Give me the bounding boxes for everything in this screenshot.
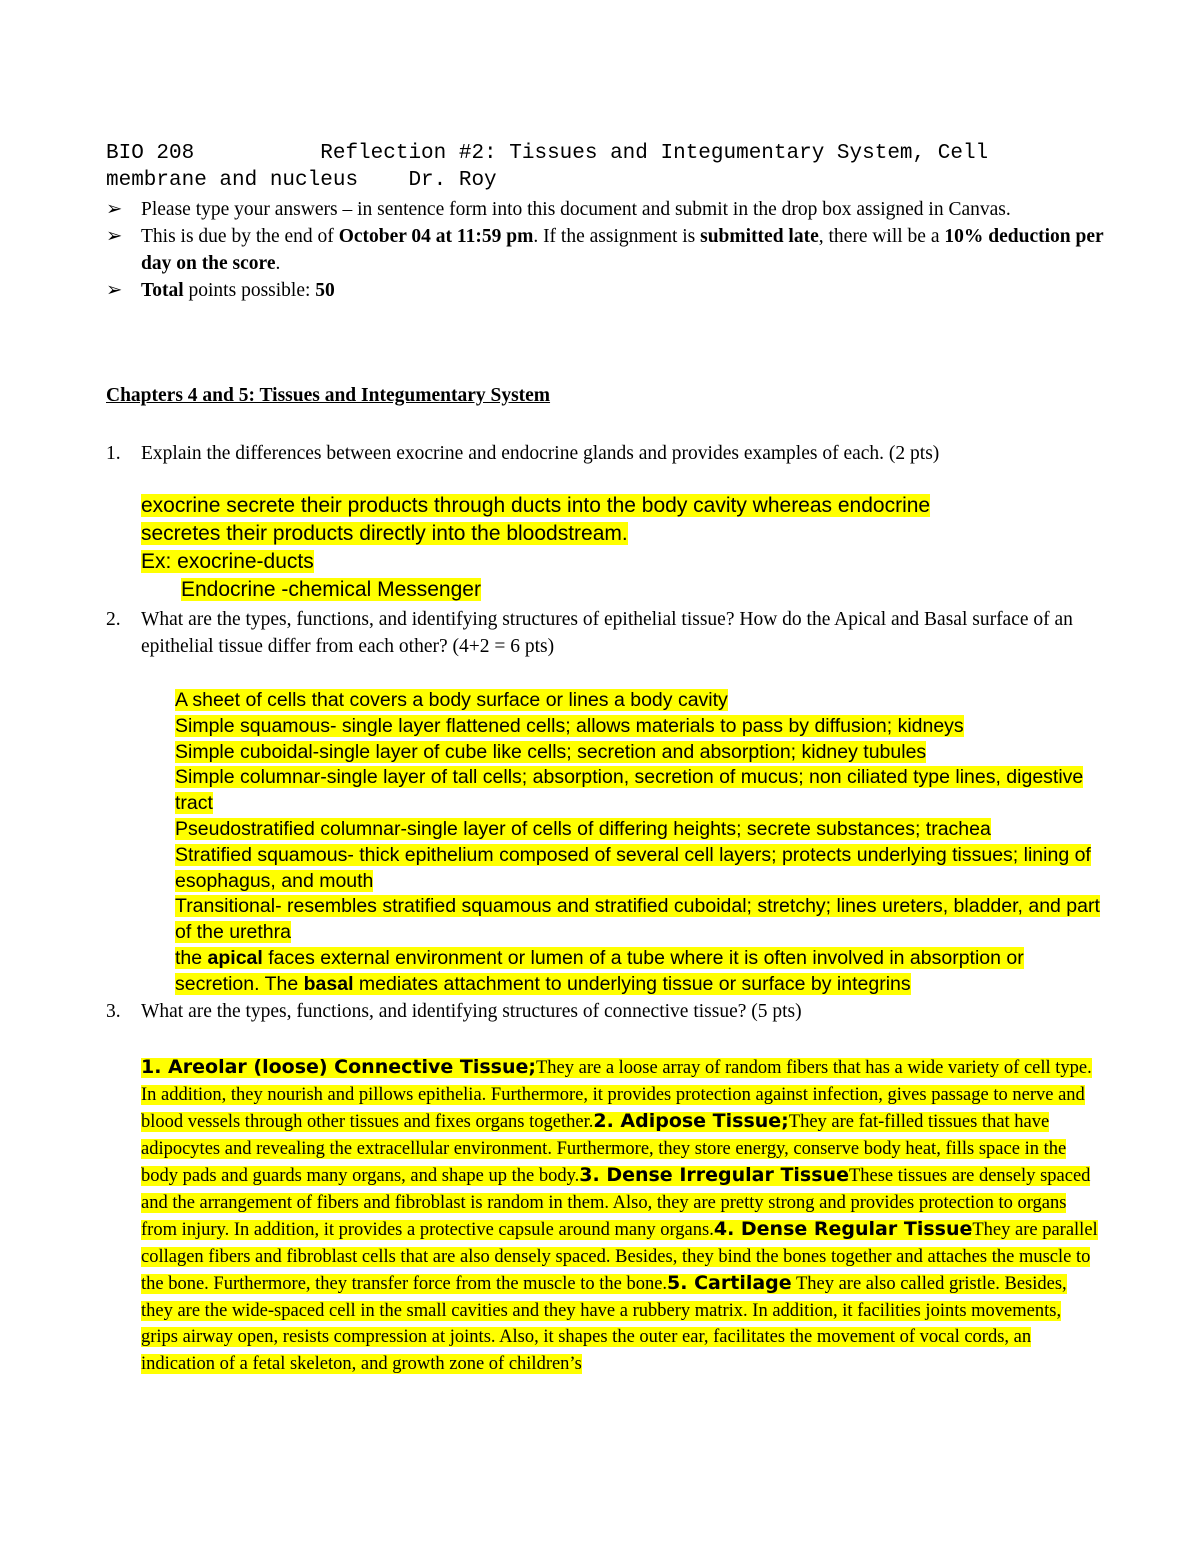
- instruction-item: [106, 196, 1106, 223]
- section-title: Chapters 4 and 5: Tissues and Integumentary System: [106, 385, 551, 406]
- instruction-text: .: [275, 253, 281, 274]
- answer-line: Ex: exocrine-ducts: [141, 550, 314, 573]
- deduction-note: 10% deduction per day on the score: [141, 226, 1104, 274]
- tissue-heading: 1. Areolar (loose) Connective Tissue;: [141, 1056, 536, 1078]
- answer-line: secretes their products directly into the bloodstream.: [141, 522, 628, 545]
- answer-line: Endocrine -chemical Messenger: [181, 578, 481, 601]
- tissue-heading: 4. Dense Regular Tissue: [713, 1218, 973, 1240]
- instruction-item: [106, 223, 1106, 277]
- late-note: submitted late: [700, 226, 819, 247]
- answer-line: Transitional- resembles stratified squamous and stratified cuboidal; stretchy; lines ureters, bladder, and part of the urethra: [175, 895, 1100, 944]
- arrow-bullet-icon: ➢: [106, 199, 123, 220]
- answer-text: the: [175, 946, 208, 969]
- answer-text: mediates attachment to underlying tissue or surface by integrins: [353, 972, 911, 995]
- tissue-description: They are also called gristle. Besides, they are the wide-spaced cell in the small cavities and they have a rubbery matrix. In addition, it facilities joints movements, grips airway open, resists compression at joints. Also, it shapes the outer ear, facilitates the movement of vocal cords, an indication of a fetal skeleton, and growth zone of children’s: [141, 1274, 1067, 1374]
- answer-text: faces external environment or lumen of a tube where it is often involved in absorption or secretion. The: [175, 946, 1024, 995]
- instruction-text: This is due by the end of: [141, 226, 339, 247]
- apical-term: apical: [207, 946, 263, 969]
- answer-1: [141, 492, 1101, 604]
- total-label: Total: [141, 280, 184, 301]
- question-2: [106, 606, 1101, 660]
- tissue-description: They are fat-filled tissues that have adipocytes and revealing the extracellular environment. Furthermore, they store energy, conserve body heat, fills space in the body pads and guards many organs, and shape up the body.: [141, 1112, 1067, 1186]
- answer-line: A sheet of cells that covers a body surface or lines a body cavity: [175, 689, 728, 711]
- instruction-text: Please type your answers – in sentence form into this document and submit in the drop box assigned in Canvas.: [141, 199, 1011, 220]
- answer-line: Simple squamous- single layer flattened cells; allows materials to pass by diffusion; kidneys: [175, 714, 964, 737]
- answer-2: [175, 688, 1105, 998]
- tissue-heading: 2. Adipose Tissue;: [593, 1110, 789, 1132]
- arrow-bullet-icon: ➢: [106, 226, 123, 247]
- tissue-heading: 5. Cartilage: [667, 1272, 792, 1294]
- due-date: October 04 at 11:59 pm: [338, 226, 534, 247]
- question-text: Explain the differences between exocrine and endocrine glands and provides examples of each. (2 pts): [141, 443, 940, 464]
- instruction-text: . If the assignment is: [533, 226, 701, 247]
- tissue-description: These tissues are densely spaced and the arrangement of fibers and fibroblast is random in them. Also, they are pretty strong and provides protection to organs from injury. In addition, it provides a protective capsule around many organs.: [141, 1166, 1091, 1240]
- tissue-heading: 3. Dense Irregular Tissue: [579, 1164, 849, 1186]
- header-line-2: membrane and nucleus Dr. Roy: [106, 169, 497, 192]
- basal-term: basal: [303, 972, 354, 995]
- answer-line: [175, 947, 1024, 995]
- document-header: [106, 140, 1106, 194]
- question-number: 1.: [106, 443, 121, 464]
- question-number: 3.: [106, 1001, 121, 1022]
- answer-line: exocrine secrete their products through ducts into the body cavity whereas endocrine: [141, 494, 931, 517]
- instructions-list: [106, 196, 1106, 304]
- answer-line: Simple columnar-single layer of tall cells; absorption, secretion of mucus; non ciliated type lines, digestive tract: [175, 766, 1084, 815]
- tissue-description: They are a loose array of random fibers that has a wide variety of cell type. In addition, they nourish and pillows epithelia. Furthermore, it provides protection against infection, gives passage to nerve and blood vessels through other tissues and fixes organs together.: [141, 1058, 1092, 1132]
- arrow-bullet-icon: ➢: [106, 280, 123, 301]
- answer-3: [141, 1054, 1101, 1377]
- header-line-1: BIO 208 Reflection #2: Tissues and Integumentary System, Cell: [106, 142, 989, 165]
- instruction-item: [106, 277, 1106, 304]
- answer-line: Pseudostratified columnar-single layer of cells of differing heights; secrete substances; trachea: [175, 817, 991, 840]
- question-text: What are the types, functions, and identifying structures of connective tissue? (5 pts): [141, 1001, 802, 1022]
- question-text: What are the types, functions, and identifying structures of epithelial tissue? How do the Apical and Basal surface of an epithelial tissue differ from each other? (4+2 = 6 pts): [141, 609, 1073, 657]
- question-3: [106, 998, 1101, 1025]
- instruction-text: points possible:: [183, 280, 316, 301]
- question-1: [106, 440, 1101, 467]
- question-number: 2.: [106, 609, 121, 630]
- answer-line: Stratified squamous- thick epithelium composed of several cell layers; protects underlying tissues; lining of esophagus, and mouth: [175, 843, 1091, 892]
- total-points: 50: [315, 280, 335, 301]
- tissue-description: They are parallel collagen fibers and fibroblast cells that are also densely spaced. Besides, they bind the bones together and attaches the muscle to the bone. Furthermore, they transfer force from the muscle to the bone.: [141, 1220, 1098, 1294]
- answer-line: Simple cuboidal-single layer of cube like cells; secretion and absorption; kidney tubules: [175, 740, 927, 763]
- instruction-text: , there will be a: [818, 226, 945, 247]
